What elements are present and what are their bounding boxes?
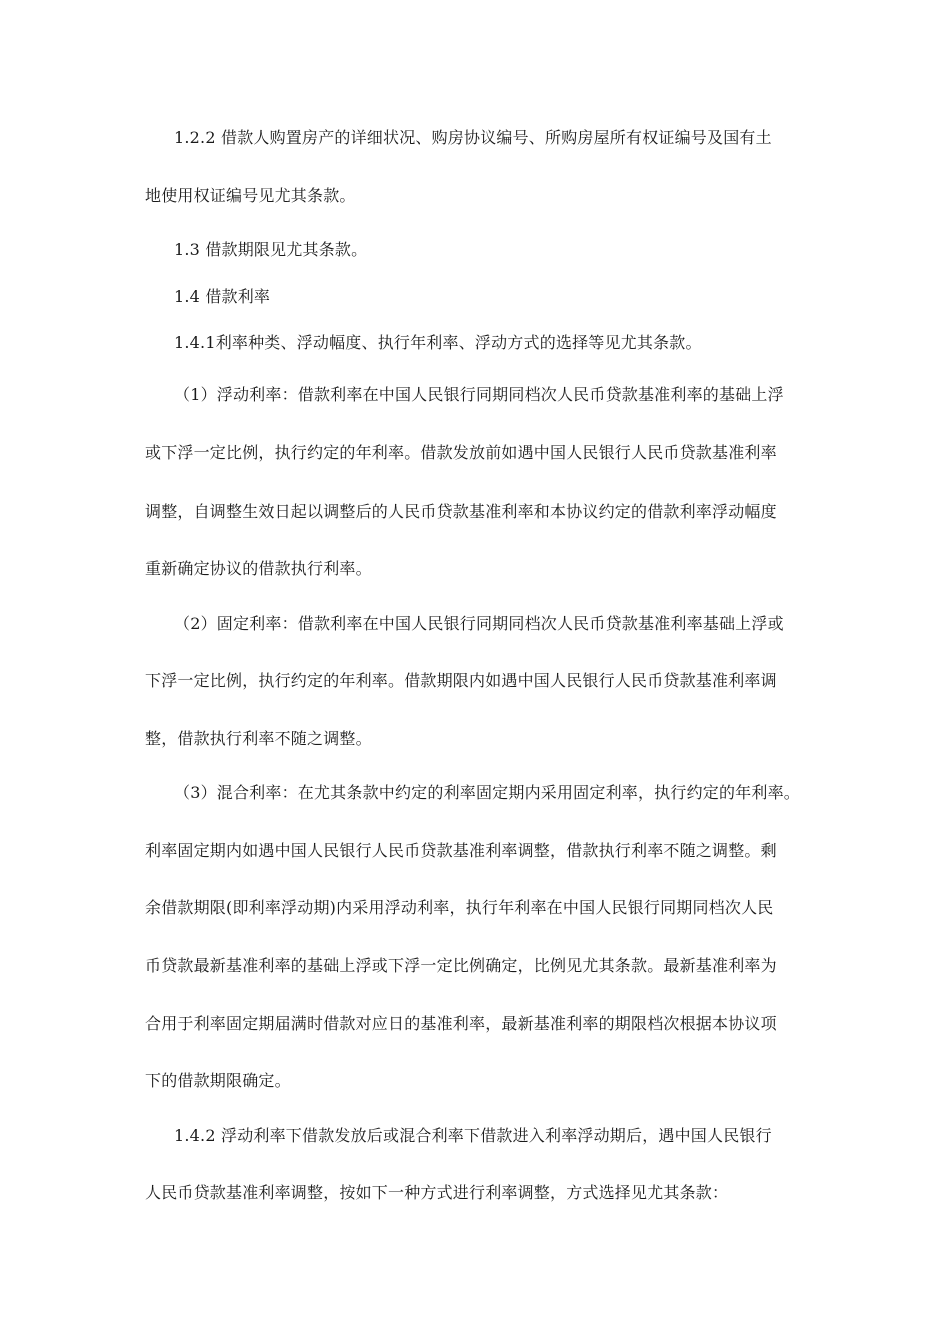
clause-1-4-heading: 1.4 借款利率 (174, 287, 271, 306)
clause-1-4-2-line-1: 1.4.2 浮动利率下借款发放后或混合利率下借款进入利率浮动期后，遇中国人民银行 (174, 1126, 772, 1145)
mixed-rate-line-4: 币贷款最新基准利率的基础上浮或下浮一定比例确定，比例见尤其条款。最新基准利率为 (145, 956, 777, 975)
mixed-rate-line-1: （3）混合利率：在尤其条款中约定的利率固定期内采用固定利率，执行约定的年利率。 (174, 783, 800, 802)
clause-1-4-1: 1.4.1利率种类、浮动幅度、执行年利率、浮动方式的选择等见尤其条款。 (174, 333, 702, 352)
fixed-rate-line-1: （2）固定利率：借款利率在中国人民银行同期同档次人民币贷款基准利率基础上浮或 (174, 614, 784, 633)
clause-1-2-2-line-1: 1.2.2 借款人购置房产的详细状况、购房协议编号、所购房屋所有权证编号及国有土 (174, 128, 772, 147)
floating-rate-line-4: 重新确定协议的借款执行利率。 (145, 559, 372, 578)
clause-1-2-2-line-2: 地使用权证编号见尤其条款。 (145, 186, 356, 205)
clause-1-4-2-line-2: 人民币贷款基准利率调整，按如下一种方式进行利率调整，方式选择见尤其条款： (145, 1183, 729, 1202)
fixed-rate-line-2: 下浮一定比例，执行约定的年利率。借款期限内如遇中国人民银行人民币贷款基准利率调 (145, 671, 777, 690)
floating-rate-line-1: （1）浮动利率：借款利率在中国人民银行同期同档次人民币贷款基准利率的基础上浮 (174, 385, 784, 404)
clause-1-3: 1.3 借款期限见尤其条款。 (174, 240, 368, 259)
mixed-rate-line-5: 合用于利率固定期届满时借款对应日的基准利率，最新基准利率的期限档次根据本协议项 (145, 1014, 777, 1033)
mixed-rate-line-6: 下的借款期限确定。 (145, 1071, 291, 1090)
floating-rate-line-3: 调整，自调整生效日起以调整后的人民币贷款基准利率和本协议约定的借款利率浮动幅度 (145, 502, 777, 521)
mixed-rate-line-3: 余借款期限(即利率浮动期)内采用浮动利率，执行年利率在中国人民银行同期同档次人民 (145, 898, 774, 917)
fixed-rate-line-3: 整，借款执行利率不随之调整。 (145, 729, 372, 748)
mixed-rate-line-2: 利率固定期内如遇中国人民银行人民币贷款基准利率调整，借款执行利率不随之调整。剩 (145, 841, 777, 860)
floating-rate-line-2: 或下浮一定比例，执行约定的年利率。借款发放前如遇中国人民银行人民币贷款基准利率 (145, 443, 777, 462)
